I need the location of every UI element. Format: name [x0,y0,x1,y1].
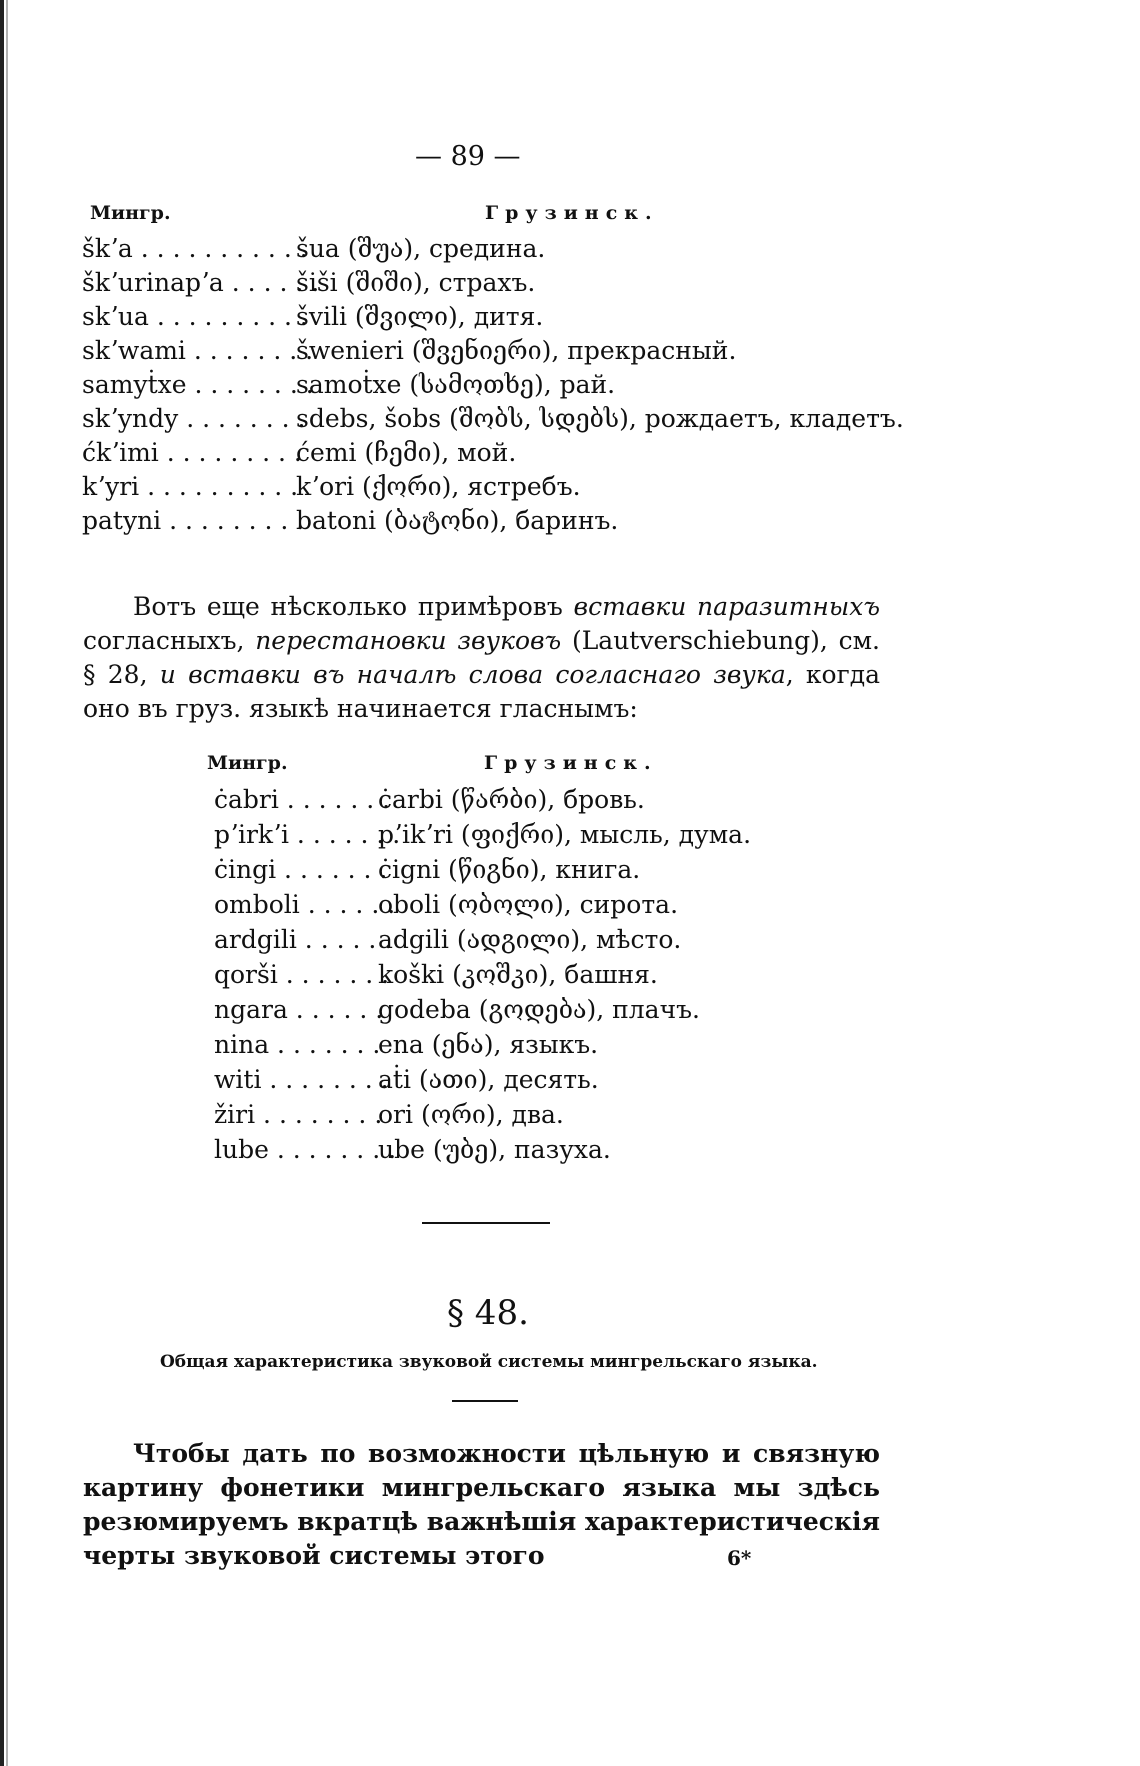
georg-word: adgili (ადგილი), мѣсто. [378,925,682,954]
mingr-word: samyṫxe . . . . . . . . [82,370,314,399]
georg-word: šiši (შიში), страхъ. [296,268,536,297]
para1-emph-2: перестановки звуковъ [255,626,562,655]
paragraph-body [83,1437,880,1573]
mingr-word: ngara . . . . . . [214,995,384,1024]
page-number: — 89 — [415,141,521,172]
table1-head-georg: Грузинск. [485,202,659,224]
georg-word: batoni (ბატონი), баринъ. [296,506,619,535]
para1-text-1: Вотъ еще нѣсколько примѣровъ [133,592,574,621]
georg-word: šua (შუა), средина. [296,234,546,263]
table2-head-mingr: Мингр. [207,752,288,774]
mingr-word: witi . . . . . . . . [214,1065,389,1094]
georg-word: godeba (გოდება), плачъ. [378,995,700,1024]
mingr-word: ćkʼimi . . . . . . . . . [82,438,302,467]
mingr-word: ardgili . . . . . . [214,925,393,954]
georg-word: ori (ორი), два. [378,1100,564,1129]
table1-head-mingr: Мингр. [90,202,171,224]
georg-word: ćemi (ჩემი), мой. [296,438,517,467]
mingr-word: patyni . . . . . . . . . [82,506,305,535]
mingr-word: qorši . . . . . . . [214,960,390,989]
mingr-word: skʼua . . . . . . . . . . [82,302,308,331]
mingr-word: pʼirkʼi . . . . . . . [214,820,401,849]
mingr-word: ċabri . . . . . . . [214,785,391,814]
signature-mark: 6* [727,1546,752,1570]
mingr-word: škʼa . . . . . . . . . . . [82,234,308,263]
para1-text-4: , когда оно въ груз. языкѣ начинается гласнымъ: [83,660,880,723]
table2-head-georg: Грузинск. [484,752,658,774]
section-number: § 48. [447,1293,529,1333]
divider-rule-short [452,1400,518,1402]
georg-word: sdebs, šobs (შობს, სდებს), рождаетъ, кладетъ. [296,404,904,433]
scan-edge [0,0,4,1766]
paragraph-intro [83,590,880,726]
georg-word: aṫi (ათი), десять. [378,1065,599,1094]
mingr-word: skʼwami . . . . . . . . [82,336,314,365]
georg-word: pʼikʼri (ფიქრი), мысль, дума. [378,820,752,849]
paragraph-body-text: Чтобы дать по возможности цѣльную и связную картину фонетики мингрельскаго языка мы здѣсь резюмируемъ вкратцѣ важнѣшія характеристическія черты звуковой системы этого [83,1439,880,1570]
georg-word: švili (შვილი), дитя. [296,302,544,331]
divider-rule [422,1222,550,1224]
mingr-word: lube . . . . . . . . [214,1135,397,1164]
georg-word: ċigni (წიგნი), книга. [378,855,641,884]
georg-word: koški (კოშკი), башня. [378,960,658,989]
mingr-word: kʼyri . . . . . . . . . . [82,472,299,501]
georg-word: šwenieri (შვენიერი), прекрасный. [296,336,737,365]
para1-text-3: (Lautverschiebung), см. § 28, [83,626,880,689]
mingr-word: ċingi . . . . . . . [214,855,388,884]
mingr-word: škʼurinapʼa . . . . . . [82,268,320,297]
mingr-word: omboli . . . . . . [214,890,396,919]
georg-word: ube (უბე), пазуха. [378,1135,611,1164]
mingr-word: žiri . . . . . . . . [214,1100,383,1129]
georg-word: samoṫxe (სამოთხე), рай. [296,370,616,399]
section-title: Общая характеристика звуковой системы мингрельскаго языка. [160,1352,818,1372]
para1-emph-3: и вставки въ началѣ слова согласнаго звука [159,660,786,689]
mingr-word: nina . . . . . . . [214,1030,381,1059]
para1-emph-1: вставки паразитныхъ [573,592,881,621]
georg-word: kʼori (ქორი), ястребъ. [296,472,581,501]
georg-word: ċarbi (წარბი), бровь. [378,785,645,814]
mingr-word: skʼyndy . . . . . . . . [82,404,306,433]
para1-text-2: согласныхъ, [83,626,256,655]
georg-word: oboli (ობოლი), сирота. [378,890,679,919]
scan-edge-shadow [6,0,8,1766]
georg-word: ena (ენა), языкъ. [378,1030,599,1059]
